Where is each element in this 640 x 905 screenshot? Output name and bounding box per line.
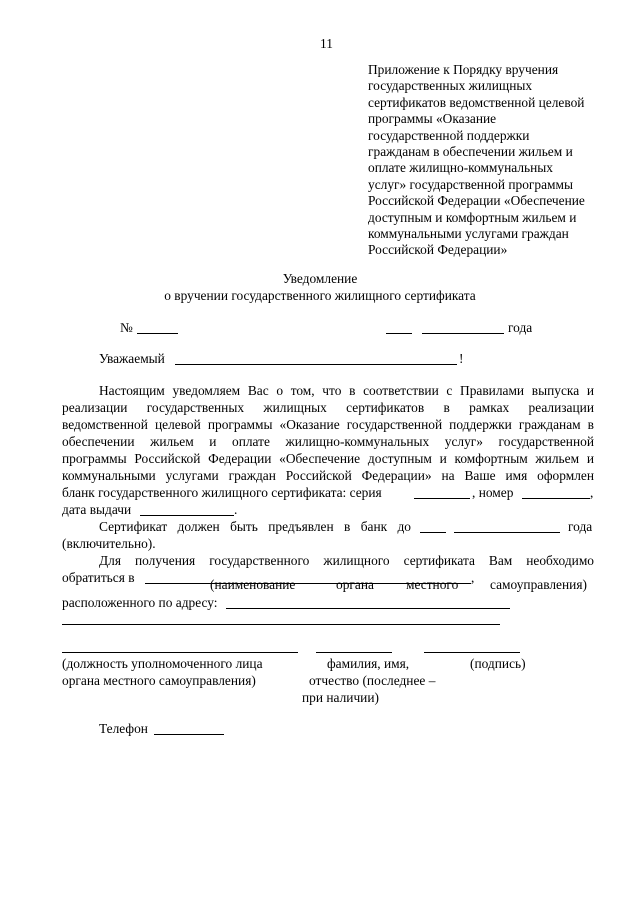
page-number: 11: [320, 36, 333, 51]
contact-text-2: обратиться в: [62, 570, 135, 585]
body-line: коммунальными услугами граждан Российской Федерации» на Ваше имя оформлен: [62, 468, 594, 483]
address-field[interactable]: [226, 608, 510, 609]
present-text: Сертификат должен быть предъявлен в банк до: [99, 519, 411, 534]
official-position-field[interactable]: [62, 652, 298, 653]
greeting-exclamation: !: [459, 351, 464, 366]
sig-caption-name: фамилия, имя,: [327, 656, 410, 671]
annex-line: программы «Оказание: [368, 111, 497, 127]
annex-line: доступным и комфортным жильем и: [368, 209, 577, 225]
signature-field[interactable]: [424, 652, 520, 653]
annex-line: сертификатов ведомственной целевой: [368, 94, 585, 110]
greeting: Уважаемый: [99, 351, 165, 366]
sig-caption-name: отчество (последнее –: [309, 673, 436, 688]
annex-line: Российской Федерации»: [368, 242, 508, 258]
year-word: года: [568, 519, 593, 534]
caption-word: местного: [406, 577, 459, 592]
address-label: расположенного по адресу:: [62, 595, 218, 610]
period: .: [234, 502, 238, 517]
certificate-number-field[interactable]: [522, 498, 590, 499]
deadline-month-field[interactable]: [454, 532, 560, 533]
sig-caption-position: органа местного самоуправления): [62, 673, 256, 688]
month-field[interactable]: [422, 333, 504, 334]
sig-caption-signature: (подпись): [470, 656, 526, 671]
caption-word: самоуправления): [490, 577, 587, 592]
recipient-name-field[interactable]: [175, 364, 457, 365]
body-line: программы Российской Федерации «Обеспечение доступным и комфортным жильем и: [62, 451, 594, 466]
annex-line: государственных жилищных: [368, 78, 533, 94]
annex-line: государственной поддержки: [368, 127, 530, 143]
annex-block: [368, 62, 600, 259]
series-field[interactable]: [414, 498, 470, 499]
annex-line: оплате жилищно-коммунальных: [368, 160, 553, 176]
phone-field[interactable]: [154, 734, 224, 735]
number-field[interactable]: [137, 333, 178, 334]
day-field[interactable]: [386, 333, 412, 334]
comma: ,: [590, 485, 594, 500]
present-text-end: (включительно).: [62, 536, 156, 551]
series-label: бланк государственного жилищного сертификата: серия: [62, 485, 382, 500]
body-line: ведомственной целевой программы «Оказание государственной поддержки гражданам в: [62, 417, 594, 432]
year-word: года: [508, 320, 533, 335]
number-sign: №: [120, 320, 133, 335]
issue-date-field[interactable]: [140, 515, 234, 516]
annex-line: коммунальными услугами граждан: [368, 226, 569, 242]
caption-word: органа: [336, 577, 374, 592]
annex-line: Приложение к Порядку вручения: [368, 62, 559, 77]
number-label: , номер: [472, 485, 514, 500]
sig-caption-name: при наличии): [302, 690, 379, 705]
contact-text: Для получения государственного жилищного сертификата Вам необходимо: [99, 553, 594, 568]
caption-word: (наименование: [210, 577, 296, 592]
annex-line: Российской Федерации «Обеспечение: [368, 193, 585, 209]
body-line: обеспечении жильем и оплате жилищно-коммунальных услуг» государственной: [62, 434, 594, 449]
annex-line: гражданам в обеспечении жильем и: [368, 144, 573, 160]
issue-date-label: дата выдачи: [62, 502, 132, 517]
sig-caption-position: (должность уполномоченного лица: [62, 656, 263, 671]
deadline-day-field[interactable]: [420, 532, 446, 533]
document-subtitle: о вручении государственного жилищного сертификата: [164, 288, 476, 303]
official-name-field[interactable]: [316, 652, 392, 653]
body-line: Настоящим уведомляем Вас о том, что в соответствии с Правилами выпуска и: [99, 383, 594, 398]
address-field-continued[interactable]: [62, 624, 500, 625]
comma: ,: [471, 570, 475, 585]
document-title: Уведомление: [282, 271, 358, 286]
annex-line: услуг» государственной программы: [368, 176, 573, 192]
phone-label: Телефон: [99, 721, 148, 736]
body-line: реализации государственных жилищных сертификатов в рамках реализации: [62, 400, 594, 415]
